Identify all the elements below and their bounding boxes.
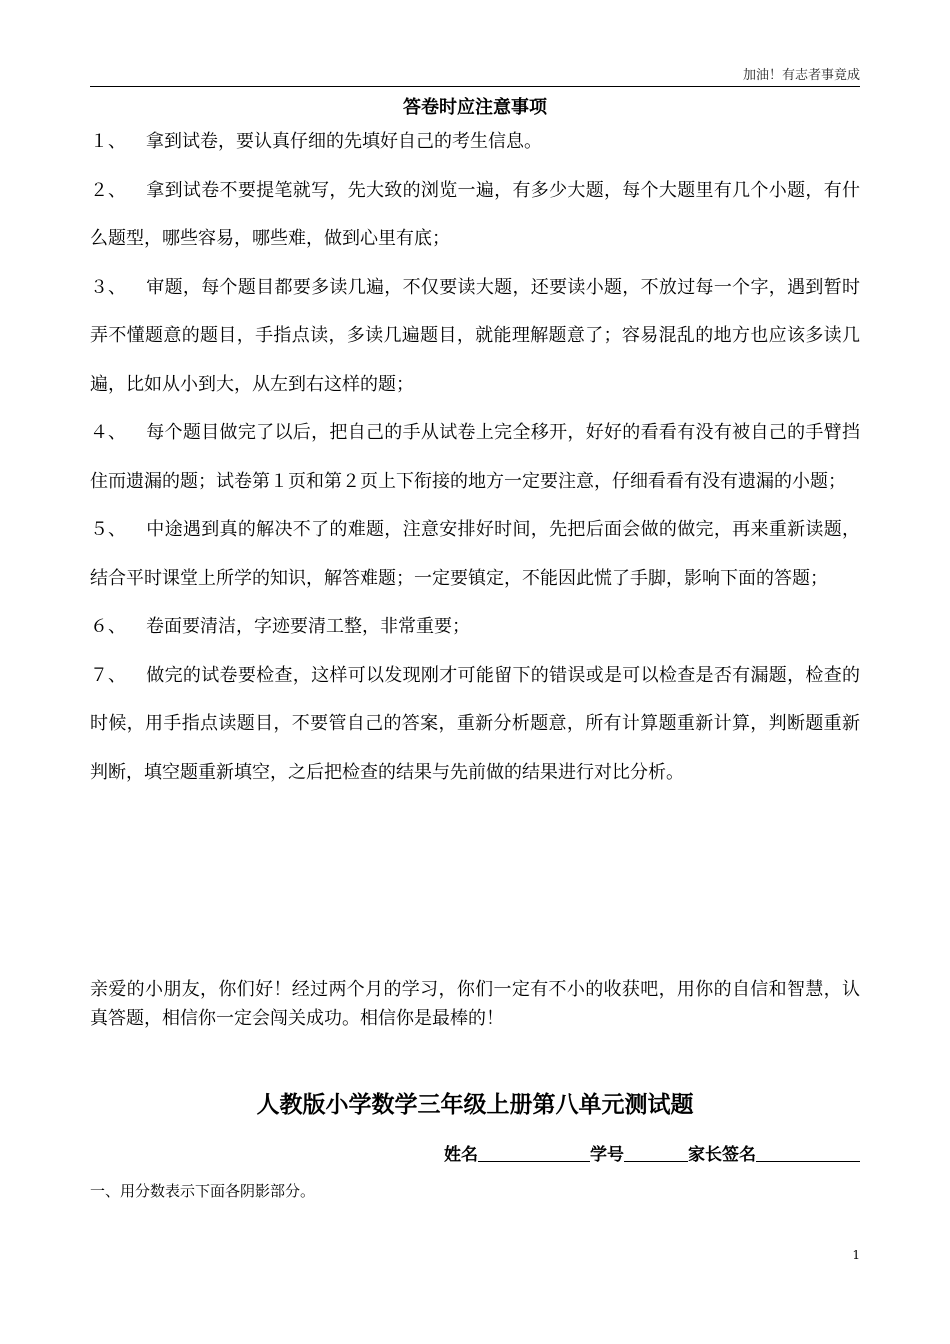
item-number: ３、 (90, 276, 126, 298)
name-blank[interactable] (478, 1144, 590, 1162)
item-text: 中途遇到真的解决不了的难题，注意安排好时间，先把后面会做的做完，再来重新读题，结合平时课堂上所学的知识，解答难题；一定要镇定，不能因此慌了手脚，影响下面的答题； (90, 519, 860, 589)
notice-item-2 (90, 167, 860, 264)
item-text: 做完的试卷要检查，这样可以发现刚才可能留下的错误或是可以检查是否有漏题，检查的时候，用手指点读题目，不要管自己的答案，重新分析题意，所有计算题重新计算，判断题重新判断，填空题重新填空，之后把检查的结果与先前做的结果进行对比分析。 (90, 664, 860, 783)
notice-item-7 (90, 652, 860, 798)
parent-signature-label: 家长签名 (688, 1145, 756, 1165)
header-motto: 加油！有志者事竟成 (742, 68, 860, 83)
notice-item-4 (90, 409, 860, 506)
item-text: 审题，每个题目都要多读几遍，不仅要读大题，还要读小题，不放过每一个字，遇到暂时弄不懂题意的题目，手指点读，多读几遍题目，就能理解题意了；容易混乱的地方也应该多读几遍，比如从小到大，从左到右这样的题； (90, 276, 860, 395)
item-number: ４、 (90, 422, 126, 443)
item-text: 拿到试卷，要认真仔细的先填好自己的考生信息。 (146, 131, 542, 152)
notice-title: 答卷时应注意事项 (403, 97, 547, 118)
item-number: ７、 (90, 664, 126, 686)
item-number: ６、 (90, 616, 126, 637)
student-id-label: 学号 (590, 1145, 624, 1165)
notice-item-5 (90, 506, 860, 603)
parent-signature-blank[interactable] (756, 1144, 860, 1162)
item-text: 每个题目做完了以后，把自己的手从试卷上完全移开，好好的看看有没有被自己的手臂挡住而遗漏的题；试卷第１页和第２页上下衔接的地方一定要注意，仔细看看有没有遗漏的小题； (90, 422, 860, 492)
header-divider (90, 86, 860, 87)
page-number: 1 (852, 1248, 860, 1262)
intro-paragraph: 亲爱的小朋友，你们好！经过两个月的学习，你们一定有不小的收获吧，用你的自信和智慧，认真答题，相信你一定会闯关成功。相信你是最棒的！ (90, 979, 860, 1029)
item-number: ５、 (90, 519, 126, 540)
item-text: 拿到试卷不要提笔就写，先大致的浏览一遍，有多少大题，每个大题里有几个小题，有什么题型，哪些容易，哪些难，做到心里有底； (90, 179, 860, 249)
notice-item-1 (90, 118, 860, 167)
notice-item-3 (90, 264, 860, 410)
item-number: １、 (90, 131, 126, 152)
item-number: ２、 (90, 179, 126, 201)
notice-list (90, 118, 860, 797)
test-title: 人教版小学数学三年级上册第八单元测试题 (256, 1092, 694, 1118)
item-text: 卷面要清洁，字迹要清工整，非常重要； (146, 616, 470, 637)
student-id-blank[interactable] (624, 1144, 688, 1162)
name-label: 姓名 (444, 1145, 478, 1165)
section-one-heading: 一、用分数表示下面各阴影部分。 (90, 1182, 316, 1200)
notice-item-6 (90, 603, 860, 652)
student-info-line (444, 1140, 860, 1165)
